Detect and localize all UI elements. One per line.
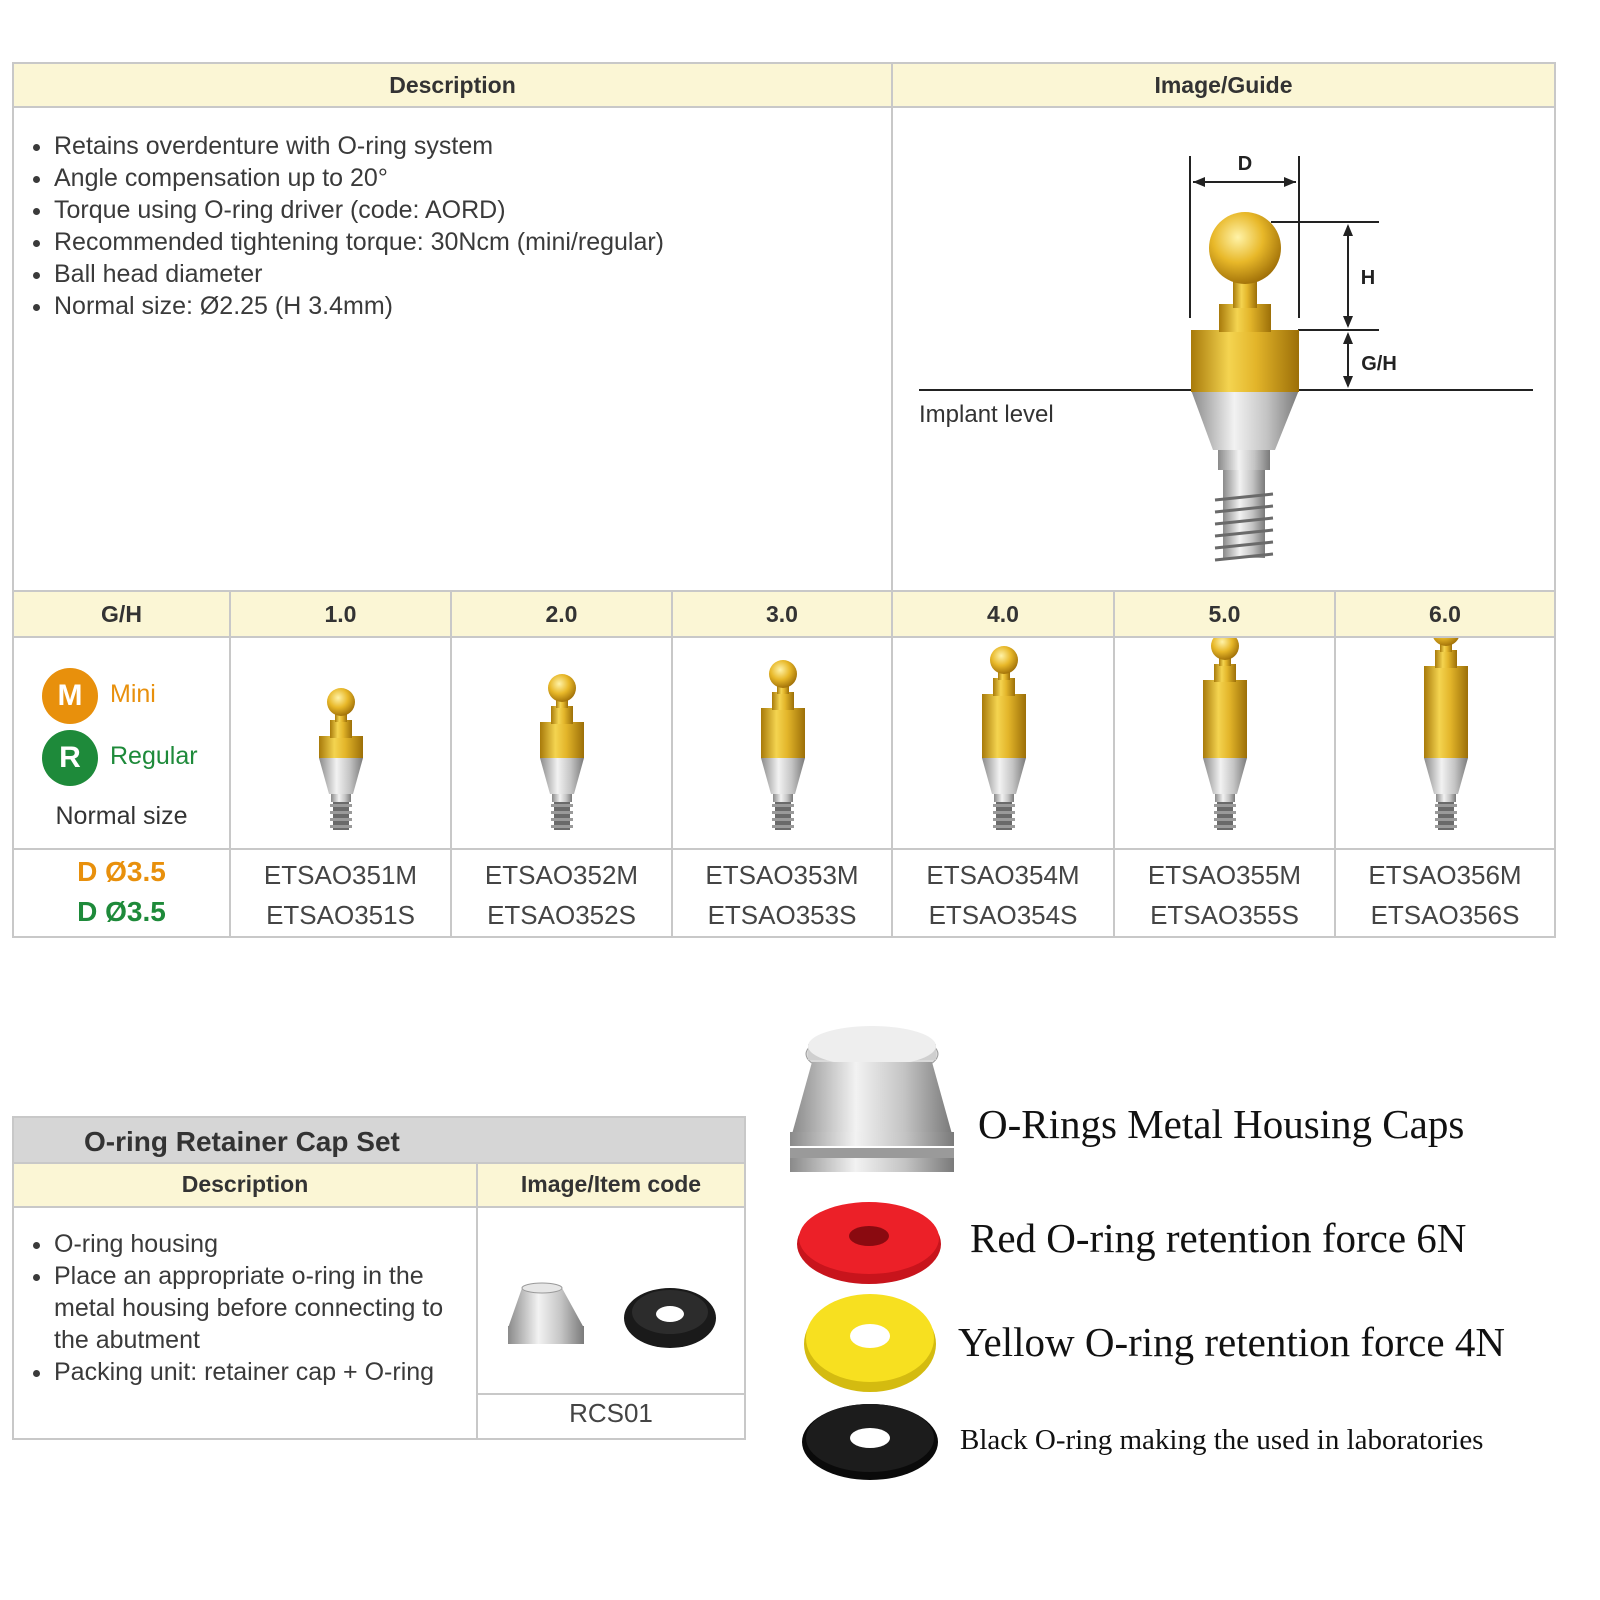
abutment-thumbnail-5 [1203, 638, 1247, 830]
code-regular: ETSAO352S [487, 900, 636, 930]
black-o-ring-label: Black O-ring making the used in laboratories [960, 1424, 1484, 1456]
metal-housing-caps-label: O-Rings Metal Housing Caps [978, 1101, 1465, 1147]
code-cell [452, 855, 671, 935]
bullet-item: • O-ring housing [54, 1228, 484, 1260]
metal-housing-cap-icon [782, 1024, 962, 1184]
gh-header-4: 4.0 [893, 592, 1113, 636]
d-mini-label: D Ø3.5 [77, 856, 166, 887]
yellow-o-ring-icon [800, 1290, 940, 1394]
abutment-thumbnail-3 [761, 660, 805, 830]
bullet-item: • Retains overdenture with O-ring system [54, 130, 894, 162]
gh-header-6: 6.0 [1336, 592, 1554, 636]
cap-desc-header: Description [14, 1162, 476, 1206]
gh-column-header: G/H [14, 592, 229, 636]
code-mini: ETSAO352M [484, 860, 639, 890]
bullet-item: • Place an appropriate o-ring in the metal housing before connecting to the abutment [54, 1260, 484, 1356]
code-mini: ETSAO354M [926, 860, 1080, 890]
d-dimension-label: D [1237, 153, 1253, 175]
abutment-dimension-diagram [893, 108, 1554, 590]
code-regular: ETSAO356S [1370, 900, 1520, 930]
code-cell [1336, 855, 1554, 935]
red-o-ring-label: Red O-ring retention force 6N [970, 1215, 1467, 1261]
code-regular: ETSAO351S [266, 900, 415, 930]
o-ring-icon [624, 1288, 716, 1348]
bullet-item: • Packing unit: retainer cap + O-ring [54, 1356, 484, 1388]
abutment-thumbnail-4 [982, 646, 1026, 830]
code-regular: ETSAO355S [1150, 900, 1299, 930]
normal-size-label: Normal size [55, 802, 188, 830]
h-dimension-label: H [1360, 267, 1376, 289]
code-cell [893, 855, 1113, 935]
code-regular: ETSAO354S [928, 900, 1078, 930]
d-regular-label: D Ø3.5 [77, 896, 166, 927]
code-mini: ETSAO356M [1368, 860, 1522, 890]
item-code: RCS01 [569, 1398, 653, 1428]
abutment-thumbnail-2 [540, 674, 584, 830]
cap-set-title: O-ring Retainer Cap Set [14, 1118, 744, 1162]
bullet-item: • Recommended tightening torque: 30Ncm (mini/regular) [54, 226, 894, 258]
bullet-item: • Ball head diameter [54, 258, 894, 290]
retainer-cap-icon [508, 1283, 584, 1344]
gh-header-3: 3.0 [673, 592, 891, 636]
yellow-o-ring-label: Yellow O-ring retention force 4N [958, 1319, 1505, 1365]
bullet-item: • Angle compensation up to 20° [54, 162, 894, 194]
abutment-thumbnail-1 [319, 688, 363, 830]
gh-header-2: 2.0 [452, 592, 671, 636]
code-regular: ETSAO353S [707, 900, 857, 930]
mini-label: Mini [110, 680, 156, 708]
bullet-item: • Torque using O-ring driver (code: AORD) [54, 194, 894, 226]
gh-header-5: 5.0 [1115, 592, 1334, 636]
bullet-item: • Normal size: Ø2.25 (H 3.4mm) [54, 290, 894, 322]
cap-bullets [30, 1228, 484, 1388]
gh-dimension-label: G/H [1361, 353, 1397, 375]
gh-header-1: 1.0 [231, 592, 450, 636]
cap-image-header: Image/Item code [478, 1162, 744, 1206]
description-bullets [30, 130, 894, 322]
code-mini: ETSAO353M [705, 860, 859, 890]
mini-badge: M [42, 668, 98, 724]
image-guide-header: Image/Guide [893, 64, 1554, 106]
regular-badge: R [42, 730, 98, 786]
red-o-ring-icon [792, 1196, 946, 1286]
code-cell [673, 855, 891, 935]
black-o-ring-icon [800, 1398, 940, 1482]
code-cell [1115, 855, 1334, 935]
description-header: Description [14, 64, 891, 106]
code-mini: ETSAO355M [1147, 860, 1302, 890]
regular-label: Regular [110, 742, 198, 770]
code-cell [231, 855, 450, 935]
cap-set-image [478, 1208, 744, 1393]
abutment-thumbnails [231, 638, 1554, 848]
implant-level-label: Implant level [919, 401, 1054, 428]
abutment-thumbnail-6 [1424, 638, 1468, 830]
code-mini: ETSAO351M [263, 860, 418, 890]
